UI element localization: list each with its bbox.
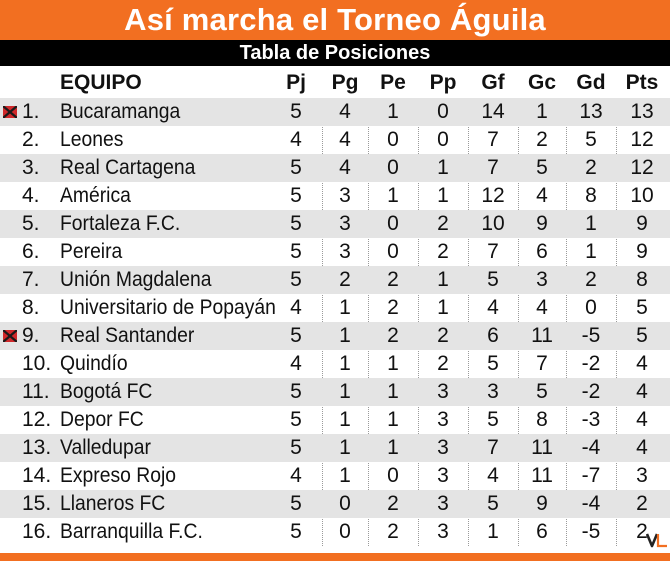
- row-pe: 1: [387, 184, 399, 207]
- row-position: 7.: [22, 268, 40, 291]
- row-gd: 5: [585, 128, 597, 151]
- row-gf: 7: [487, 128, 499, 151]
- row-gf: 5: [487, 352, 499, 375]
- row-pg: 1: [339, 436, 351, 459]
- row-team-name: Pereira: [60, 240, 123, 263]
- table-subtitle: Tabla de Posiciones: [0, 40, 670, 66]
- row-gf: 3: [487, 380, 499, 403]
- vl-logo-icon: [646, 531, 668, 549]
- table-row: [0, 266, 670, 294]
- row-pg: 3: [339, 212, 351, 235]
- row-pts: 3: [636, 464, 648, 487]
- row-pp: 1: [437, 268, 449, 291]
- row-pj: 4: [290, 352, 302, 375]
- row-gf: 14: [481, 100, 505, 123]
- row-pe: 0: [387, 156, 399, 179]
- row-pj: 5: [290, 212, 302, 235]
- table-row: [0, 518, 670, 546]
- table-header-row: [0, 68, 670, 98]
- row-pj: 5: [290, 184, 302, 207]
- row-team-name: Llaneros FC: [60, 492, 166, 515]
- header-gd: Gd: [576, 71, 606, 94]
- row-pe: 2: [387, 520, 399, 543]
- row-team-name: Depor FC: [60, 408, 144, 431]
- row-team-name: Unión Magdalena: [60, 268, 212, 291]
- row-team-name: Real Cartagena: [60, 156, 196, 179]
- row-pe: 1: [387, 408, 399, 431]
- row-gf: 6: [487, 324, 499, 347]
- row-gd: -2: [581, 380, 601, 403]
- row-gd: -4: [581, 492, 601, 515]
- row-gf: 12: [481, 184, 505, 207]
- row-gf: 4: [487, 464, 499, 487]
- row-pp: 2: [437, 212, 449, 235]
- row-position: 3.: [22, 156, 40, 179]
- row-gc: 6: [536, 240, 548, 263]
- row-gc: 6: [536, 520, 548, 543]
- row-pj: 5: [290, 100, 302, 123]
- table-row: [0, 462, 670, 490]
- header-team: EQUIPO: [60, 71, 142, 94]
- row-pts: 2: [636, 492, 648, 515]
- row-pe: 2: [387, 296, 399, 319]
- row-pp: 2: [437, 352, 449, 375]
- row-pts: 12: [630, 128, 654, 151]
- header-pts: Pts: [625, 71, 659, 94]
- row-pe: 1: [387, 100, 399, 123]
- row-position: 16.: [22, 520, 52, 543]
- row-gc: 8: [536, 408, 548, 431]
- row-pts: 8: [636, 268, 648, 291]
- row-gc: 9: [536, 492, 548, 515]
- row-gf: 7: [487, 156, 499, 179]
- row-pp: 0: [437, 128, 449, 151]
- bottom-accent-bar: [0, 553, 670, 561]
- header-pe: Pe: [380, 71, 406, 94]
- row-pts: 12: [630, 156, 654, 179]
- row-pe: 0: [387, 464, 399, 487]
- row-gf: 7: [487, 240, 499, 263]
- row-gc: 1: [536, 100, 548, 123]
- row-pe: 0: [387, 128, 399, 151]
- row-team-name: Bogotá FC: [60, 380, 153, 403]
- row-position: 5.: [22, 212, 40, 235]
- table-row: [0, 98, 670, 126]
- row-pj: 5: [290, 380, 302, 403]
- table-row: [0, 210, 670, 238]
- row-pp: 1: [437, 156, 449, 179]
- table-row: [0, 126, 670, 154]
- row-pj: 4: [290, 464, 302, 487]
- row-position: 12.: [22, 408, 52, 431]
- row-position: 2.: [22, 128, 40, 151]
- table-row: [0, 322, 670, 350]
- header-pj: Pj: [286, 71, 306, 94]
- row-gd: 2: [585, 156, 597, 179]
- row-pg: 0: [339, 520, 351, 543]
- table-row: [0, 406, 670, 434]
- row-pj: 4: [290, 128, 302, 151]
- row-pe: 1: [387, 380, 399, 403]
- row-gd: -4: [581, 436, 601, 459]
- row-pe: 1: [387, 352, 399, 375]
- row-pe: 0: [387, 212, 399, 235]
- row-pts: 4: [636, 436, 648, 459]
- row-gd: -7: [581, 464, 601, 487]
- row-pts: 9: [636, 212, 648, 235]
- row-position: 15.: [22, 492, 52, 515]
- row-pg: 1: [339, 464, 351, 487]
- row-pg: 3: [339, 240, 351, 263]
- row-pj: 4: [290, 296, 302, 319]
- row-team-name: Universitario de Popayán: [60, 296, 276, 319]
- row-team-name: Barranquilla F.C.: [60, 520, 203, 543]
- row-pp: 3: [437, 520, 449, 543]
- row-pj: 5: [290, 408, 302, 431]
- row-pg: 4: [339, 128, 351, 151]
- row-pj: 5: [290, 268, 302, 291]
- row-pe: 0: [387, 240, 399, 263]
- row-gf: 4: [487, 296, 499, 319]
- row-gd: -2: [581, 352, 601, 375]
- header-gf: Gf: [481, 71, 505, 94]
- row-position: 4.: [22, 184, 40, 207]
- row-position: 9.: [22, 324, 40, 347]
- row-position: 1.: [22, 100, 40, 123]
- row-pts: 4: [636, 380, 648, 403]
- row-team-name: Bucaramanga: [60, 100, 181, 123]
- row-pg: 0: [339, 492, 351, 515]
- page-title: Así marcha el Torneo Águila: [0, 0, 670, 40]
- row-pp: 3: [437, 408, 449, 431]
- row-gc: 5: [536, 380, 548, 403]
- row-pp: 3: [437, 436, 449, 459]
- row-gc: 7: [536, 352, 548, 375]
- row-position: 8.: [22, 296, 40, 319]
- row-gc: 4: [536, 184, 548, 207]
- row-team-name: Leones: [60, 128, 124, 151]
- row-pg: 4: [339, 156, 351, 179]
- row-pp: 3: [437, 380, 449, 403]
- row-gd: -3: [581, 408, 601, 431]
- row-pp: 1: [437, 184, 449, 207]
- row-pp: 0: [437, 100, 449, 123]
- header-pp: Pp: [429, 71, 457, 94]
- row-position: 10.: [22, 352, 52, 375]
- row-pe: 1: [387, 436, 399, 459]
- row-gc: 2: [536, 128, 548, 151]
- row-team-name: Fortaleza F.C.: [60, 212, 181, 235]
- row-gd: 1: [585, 212, 597, 235]
- row-pts: 9: [636, 240, 648, 263]
- row-pj: 5: [290, 520, 302, 543]
- row-pts: 4: [636, 408, 648, 431]
- row-pg: 1: [339, 296, 351, 319]
- row-gd: -5: [581, 324, 601, 347]
- row-pg: 3: [339, 184, 351, 207]
- row-pp: 2: [437, 240, 449, 263]
- row-position: 14.: [22, 464, 52, 487]
- red-flag-icon: [2, 322, 18, 350]
- row-gc: 11: [531, 436, 553, 459]
- row-gd: 8: [585, 184, 597, 207]
- row-gf: 5: [487, 492, 499, 515]
- row-pe: 2: [387, 268, 399, 291]
- row-gc: 4: [536, 296, 548, 319]
- row-gf: 10: [481, 212, 505, 235]
- row-gc: 3: [536, 268, 548, 291]
- red-flag-icon: [2, 98, 18, 126]
- row-team-name: Real Santander: [60, 324, 195, 347]
- row-gc: 11: [531, 464, 553, 487]
- row-pj: 5: [290, 240, 302, 263]
- table-row: [0, 182, 670, 210]
- row-pp: 3: [437, 464, 449, 487]
- table-row: [0, 238, 670, 266]
- row-gc: 11: [531, 324, 553, 347]
- table-row: [0, 434, 670, 462]
- row-pg: 1: [339, 324, 351, 347]
- header-gc: Gc: [527, 71, 556, 94]
- row-gf: 5: [487, 268, 499, 291]
- row-position: 13.: [22, 436, 52, 459]
- row-pg: 1: [339, 352, 351, 375]
- row-position: 11.: [22, 380, 50, 403]
- row-pts: 2: [636, 520, 648, 543]
- row-pg: 2: [339, 268, 351, 291]
- standings-table: [0, 68, 670, 546]
- table-row: [0, 490, 670, 518]
- row-gd: 0: [585, 296, 597, 319]
- row-pts: 5: [636, 296, 648, 319]
- row-gd: 2: [585, 268, 597, 291]
- row-pg: 1: [339, 380, 351, 403]
- row-gf: 1: [487, 520, 499, 543]
- row-pts: 10: [630, 184, 654, 207]
- header-pg: Pg: [331, 71, 359, 94]
- row-pts: 4: [636, 352, 648, 375]
- row-team-name: Valledupar: [60, 436, 151, 459]
- row-position: 6.: [22, 240, 40, 263]
- row-pj: 5: [290, 492, 302, 515]
- row-pj: 5: [290, 156, 302, 179]
- row-team-name: Quindío: [60, 352, 128, 375]
- row-pj: 5: [290, 436, 302, 459]
- row-pp: 3: [437, 492, 449, 515]
- row-pj: 5: [290, 324, 302, 347]
- row-gd: 1: [585, 240, 597, 263]
- row-pts: 5: [636, 324, 648, 347]
- row-pg: 4: [339, 100, 351, 123]
- table-row: [0, 294, 670, 322]
- row-team-name: América: [60, 184, 131, 207]
- row-pp: 1: [437, 296, 449, 319]
- row-gc: 5: [536, 156, 548, 179]
- row-pts: 13: [630, 100, 654, 123]
- row-pg: 1: [339, 408, 351, 431]
- row-gf: 5: [487, 408, 499, 431]
- row-gd: 13: [579, 100, 603, 123]
- row-team-name: Expreso Rojo: [60, 464, 176, 487]
- row-gc: 9: [536, 212, 548, 235]
- row-gf: 7: [487, 436, 499, 459]
- row-pp: 2: [437, 324, 449, 347]
- table-row: [0, 378, 670, 406]
- row-pe: 2: [387, 492, 399, 515]
- table-row: [0, 154, 670, 182]
- row-pe: 2: [387, 324, 399, 347]
- row-gd: -5: [581, 520, 601, 543]
- table-row: [0, 350, 670, 378]
